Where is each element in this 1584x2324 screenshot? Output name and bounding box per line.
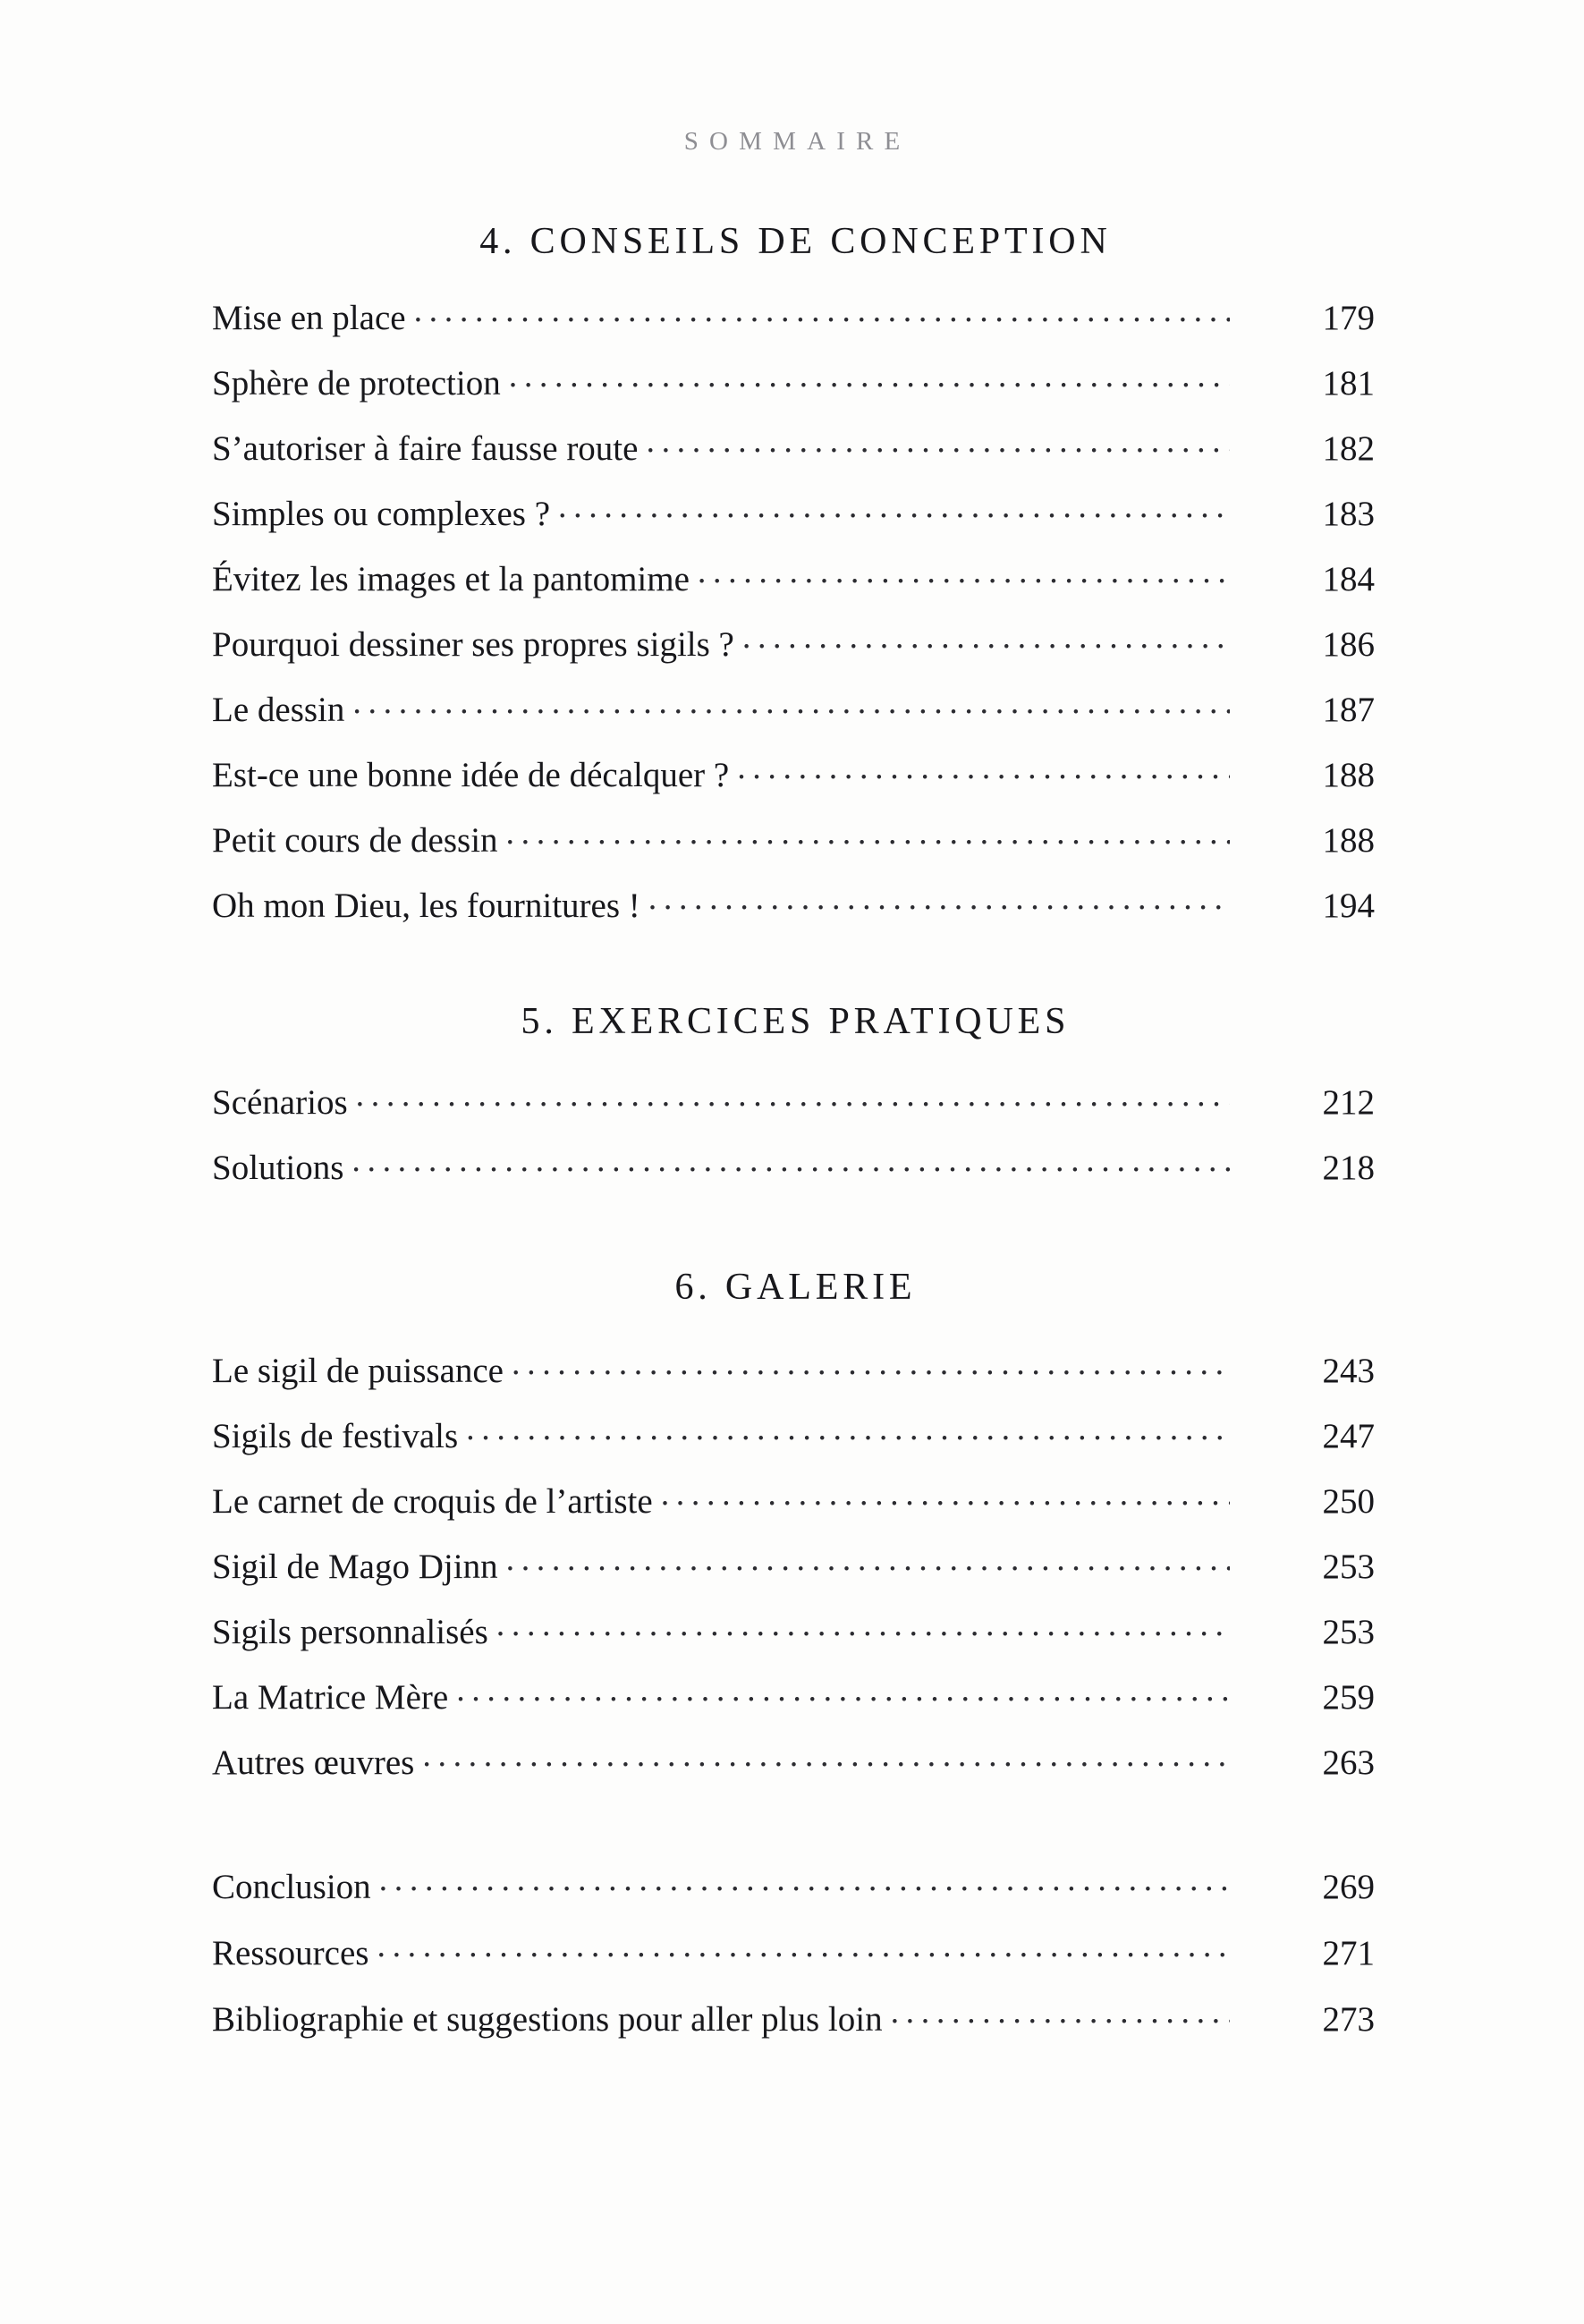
- toc-entry-page-number: 263: [1322, 1743, 1375, 1783]
- toc-leader-dots: [646, 425, 1230, 460]
- toc-entry[interactable]: [212, 1543, 1375, 1608]
- toc-entry-page-number: 269: [1322, 1868, 1375, 1907]
- toc-leader-dots: [352, 1144, 1230, 1179]
- toc-leader-dots: [891, 1996, 1230, 2031]
- toc-entry-label: Solutions: [212, 1148, 344, 1187]
- toc-entry-label: Le sigil de puissance: [212, 1352, 504, 1391]
- toc-entry-label: Simples ou complexes ?: [212, 495, 551, 534]
- toc-entry-page-number: 253: [1322, 1613, 1375, 1652]
- toc-entry-label: Sphère de protection: [212, 364, 501, 403]
- toc-entry-label: Petit cours de dessin: [212, 821, 498, 861]
- toc-leader-dots: [742, 621, 1230, 656]
- toc-entry-page-number: 188: [1322, 756, 1375, 795]
- toc-leader-dots: [737, 751, 1230, 786]
- toc-section: [212, 1863, 1375, 2062]
- toc-entry[interactable]: [212, 490, 1375, 556]
- toc-entry-label: Pourquoi dessiner ses propres sigils ?: [212, 625, 734, 665]
- running-head: SOMMAIRE: [683, 127, 911, 156]
- toc-entry-page-number: 182: [1322, 429, 1375, 469]
- toc-entry-page-number: 212: [1322, 1082, 1375, 1122]
- toc-leader-dots: [506, 1543, 1230, 1578]
- toc-section: [212, 1265, 1375, 1804]
- toc-leader-dots: [356, 1079, 1230, 1114]
- toc-entry-label: Sigils de festivals: [212, 1417, 459, 1456]
- toc-entry[interactable]: [212, 882, 1375, 947]
- toc-entry[interactable]: [212, 1863, 1375, 1930]
- toc-entry-label: Ressources: [212, 1934, 369, 1973]
- toc-entry-page-number: 218: [1322, 1148, 1375, 1187]
- toc-entry-label: Le dessin: [212, 691, 345, 730]
- toc-leader-dots: [466, 1412, 1230, 1447]
- toc-entry-label: Le carnet de croquis de l’artiste: [212, 1482, 653, 1522]
- toc-leader-dots: [558, 490, 1230, 525]
- toc-entry-page-number: 183: [1322, 495, 1375, 534]
- toc-leader-dots: [661, 1478, 1230, 1513]
- toc-entry-label: Conclusion: [212, 1868, 371, 1907]
- toc-entry-page-number: 250: [1322, 1482, 1375, 1522]
- toc-leader-dots: [648, 882, 1230, 917]
- toc-entry-label: Bibliographie et suggestions pour aller plus loin: [212, 2000, 883, 2040]
- toc-leader-dots: [509, 360, 1230, 394]
- toc-entry-label: Oh mon Dieu, les fournitures !: [212, 886, 640, 926]
- toc-entry[interactable]: [212, 1930, 1375, 1996]
- toc-leader-dots: [379, 1863, 1230, 1898]
- section-title: 4. CONSEILS DE CONCEPTION: [479, 221, 1112, 262]
- toc-entry[interactable]: [212, 1996, 1375, 2062]
- toc-entry[interactable]: [212, 1412, 1375, 1478]
- toc-entry-page-number: 243: [1322, 1352, 1375, 1391]
- toc-entry-page-number: 271: [1322, 1934, 1375, 1973]
- toc-entry-label: Scénarios: [212, 1082, 348, 1122]
- toc-entry-label: Autres œuvres: [212, 1743, 415, 1783]
- toc-leader-dots: [377, 1930, 1230, 1964]
- table-of-contents: [212, 219, 1375, 2062]
- toc-entry-label: Est-ce une bonne idée de décalquer ?: [212, 756, 730, 795]
- toc-leader-dots: [506, 817, 1230, 852]
- toc-entry[interactable]: [212, 751, 1375, 817]
- toc-section: [212, 219, 1375, 947]
- toc-entry-page-number: 187: [1322, 691, 1375, 730]
- toc-entry[interactable]: [212, 686, 1375, 751]
- toc-entry-label: Mise en place: [212, 299, 406, 338]
- toc-entry[interactable]: [212, 1347, 1375, 1412]
- toc-entry[interactable]: [212, 1079, 1375, 1144]
- toc-entry[interactable]: [212, 294, 1375, 360]
- section-title: 6. GALERIE: [674, 1266, 917, 1308]
- toc-entry-label: La Matrice Mère: [212, 1678, 449, 1718]
- toc-entry[interactable]: [212, 1608, 1375, 1674]
- toc-entry[interactable]: [212, 621, 1375, 686]
- toc-entry-page-number: 273: [1322, 2000, 1375, 2040]
- toc-entry-page-number: 259: [1322, 1678, 1375, 1718]
- toc-leader-dots: [496, 1608, 1230, 1643]
- toc-entry[interactable]: [212, 1144, 1375, 1209]
- toc-entry-page-number: 247: [1322, 1417, 1375, 1456]
- toc-entry-label: S’autoriser à faire fausse route: [212, 429, 639, 469]
- toc-entry-label: Évitez les images et la pantomime: [212, 560, 690, 599]
- toc-section: [212, 999, 1375, 1209]
- toc-entry[interactable]: [212, 360, 1375, 425]
- toc-entry[interactable]: [212, 817, 1375, 882]
- toc-leader-dots: [352, 686, 1230, 721]
- toc-leader-dots: [512, 1347, 1230, 1382]
- toc-leader-dots: [456, 1674, 1230, 1709]
- toc-entry[interactable]: [212, 1674, 1375, 1739]
- toc-entry-page-number: 188: [1322, 821, 1375, 861]
- toc-entry-page-number: 194: [1322, 886, 1375, 926]
- toc-entry-page-number: 186: [1322, 625, 1375, 665]
- toc-entry-label: Sigil de Mago Djinn: [212, 1548, 498, 1587]
- toc-entry-page-number: 179: [1322, 299, 1375, 338]
- toc-entry-page-number: 184: [1322, 560, 1375, 599]
- toc-entry-label: Sigils personnalisés: [212, 1613, 488, 1652]
- toc-entry[interactable]: [212, 556, 1375, 621]
- toc-entry[interactable]: [212, 1478, 1375, 1543]
- toc-entry-page-number: 181: [1322, 364, 1375, 403]
- toc-entry[interactable]: [212, 1739, 1375, 1804]
- toc-leader-dots: [414, 294, 1230, 329]
- section-title: 5. EXERCICES PRATIQUES: [521, 1001, 1071, 1043]
- toc-leader-dots: [422, 1739, 1230, 1774]
- toc-entry-page-number: 253: [1322, 1548, 1375, 1587]
- toc-leader-dots: [698, 556, 1230, 590]
- toc-entry[interactable]: [212, 425, 1375, 490]
